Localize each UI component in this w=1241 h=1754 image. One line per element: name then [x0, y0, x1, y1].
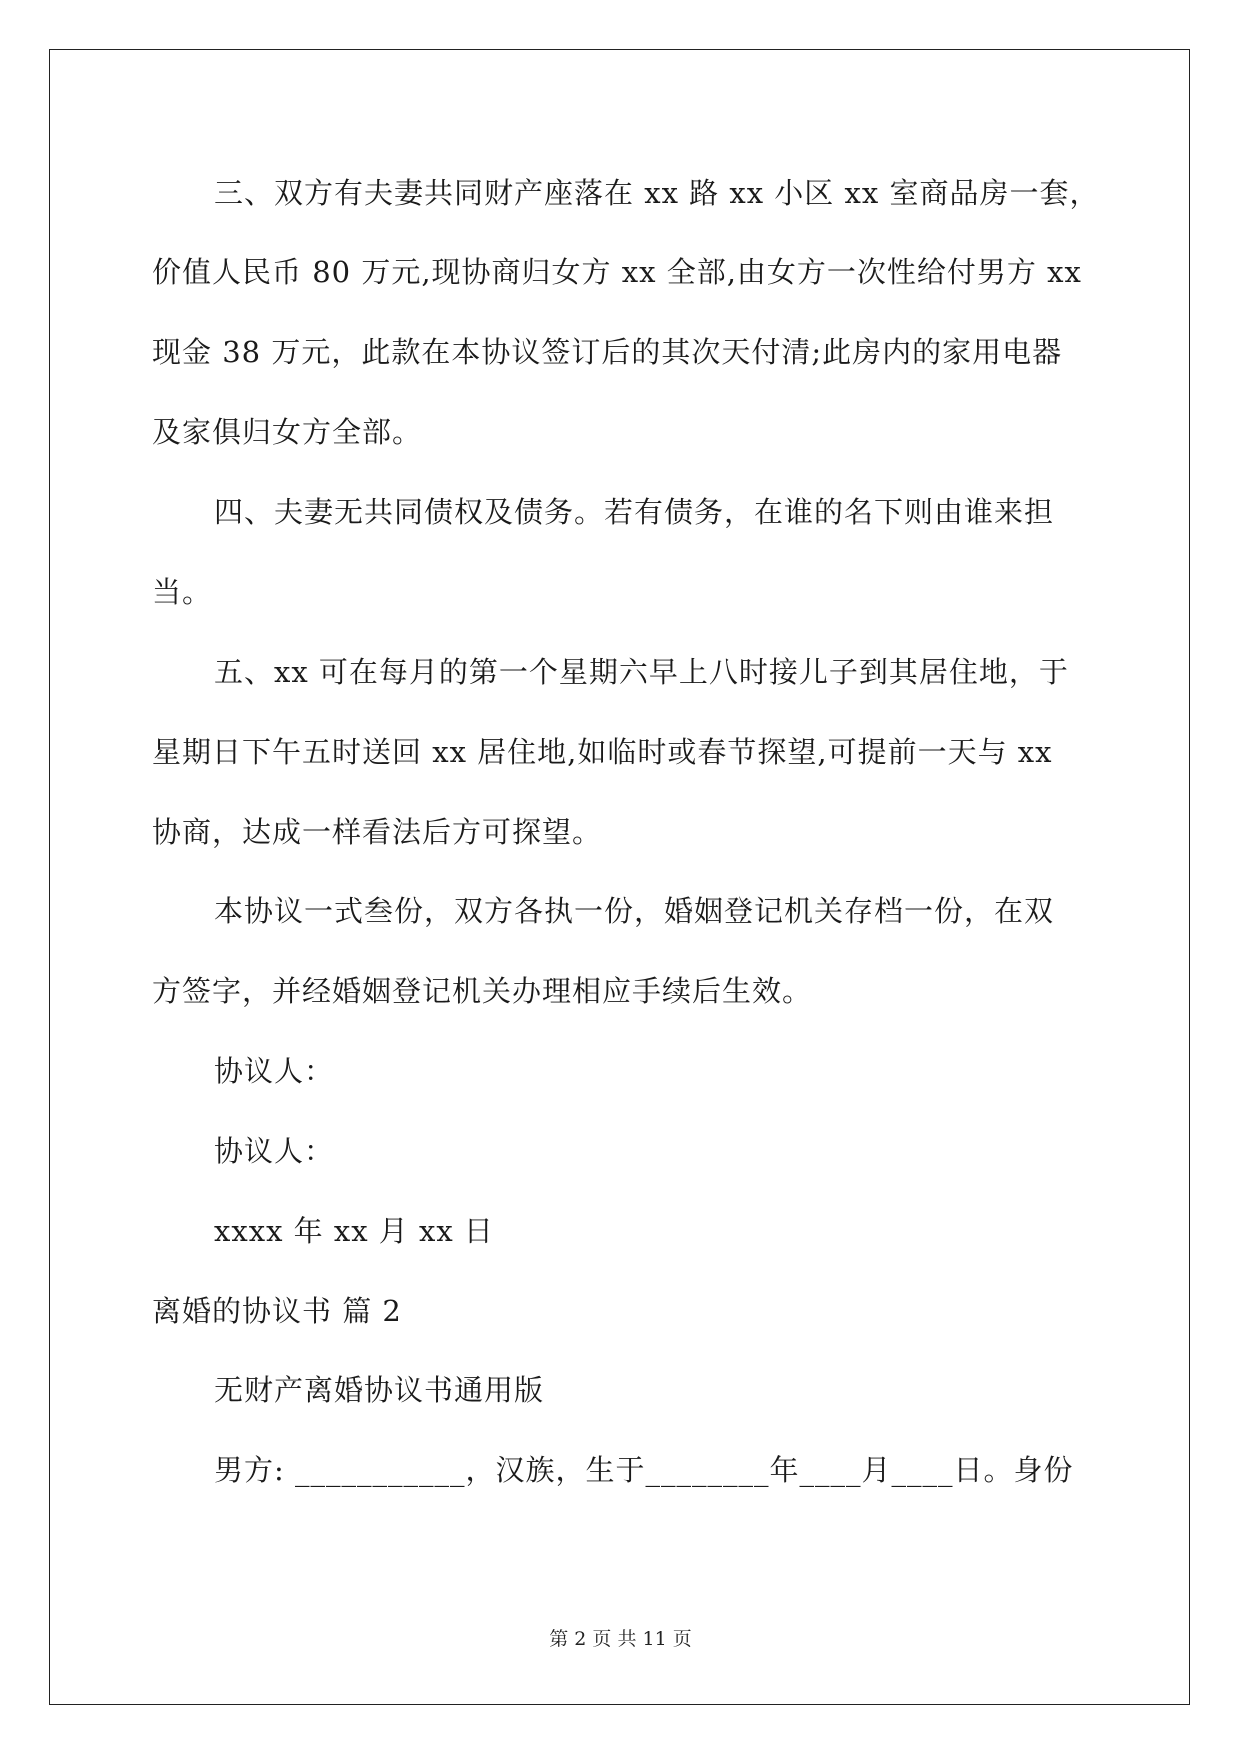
signatory-1-label: 协议人： — [214, 1054, 335, 1088]
paragraph-4-line-2: 当。 — [152, 575, 213, 609]
paragraph-3-line-1: 三、双方有夫妻共同财产座落在 xx 路 xx 小区 xx 室商品房一套， — [214, 176, 1100, 210]
date-line: xxxx 年 xx 月 xx 日 — [214, 1214, 494, 1248]
closing-paragraph-line-1: 本协议一式叁份，双方各执一份，婚姻登记机关存档一份，在双 — [214, 894, 1055, 928]
paragraph-3-line-4: 及家俱归女方全部。 — [152, 415, 423, 449]
paragraph-5-line-1: 五、xx 可在每月的第一个星期六早上八时接儿子到其居住地，于 — [214, 655, 1069, 689]
page-number-footer: 第 2 页 共 11 页 — [549, 1628, 692, 1650]
paragraph-5-line-2: 星期日下午五时送回 xx 居住地,如临时或春节探望,可提前一天与 xx — [152, 735, 1053, 769]
paragraph-5-line-3: 协商，达成一样看法后方可探望。 — [152, 815, 603, 849]
closing-paragraph-line-2: 方签字，并经婚姻登记机关办理相应手续后生效。 — [152, 974, 813, 1008]
paragraph-4-line-1: 四、夫妻无共同债权及债务。若有债务，在谁的名下则由谁来担 — [214, 495, 1055, 529]
agreement-title: 无财产离婚协议书通用版 — [214, 1373, 545, 1407]
paragraph-3-line-2: 价值人民币 80 万元,现协商归女方 xx 全部,由女方一次性给付男方 xx — [152, 255, 1082, 289]
male-party-line: 男方: ___________，汉族，生于________年____月____日。身份 — [214, 1453, 1074, 1487]
paragraph-3-line-3: 现金 38 万元，此款在本协议签订后的其次天付清;此房内的家用电器 — [152, 335, 1063, 369]
signatory-2-label: 协议人： — [214, 1134, 335, 1168]
section-heading: 离婚的协议书 篇 2 — [152, 1294, 402, 1328]
